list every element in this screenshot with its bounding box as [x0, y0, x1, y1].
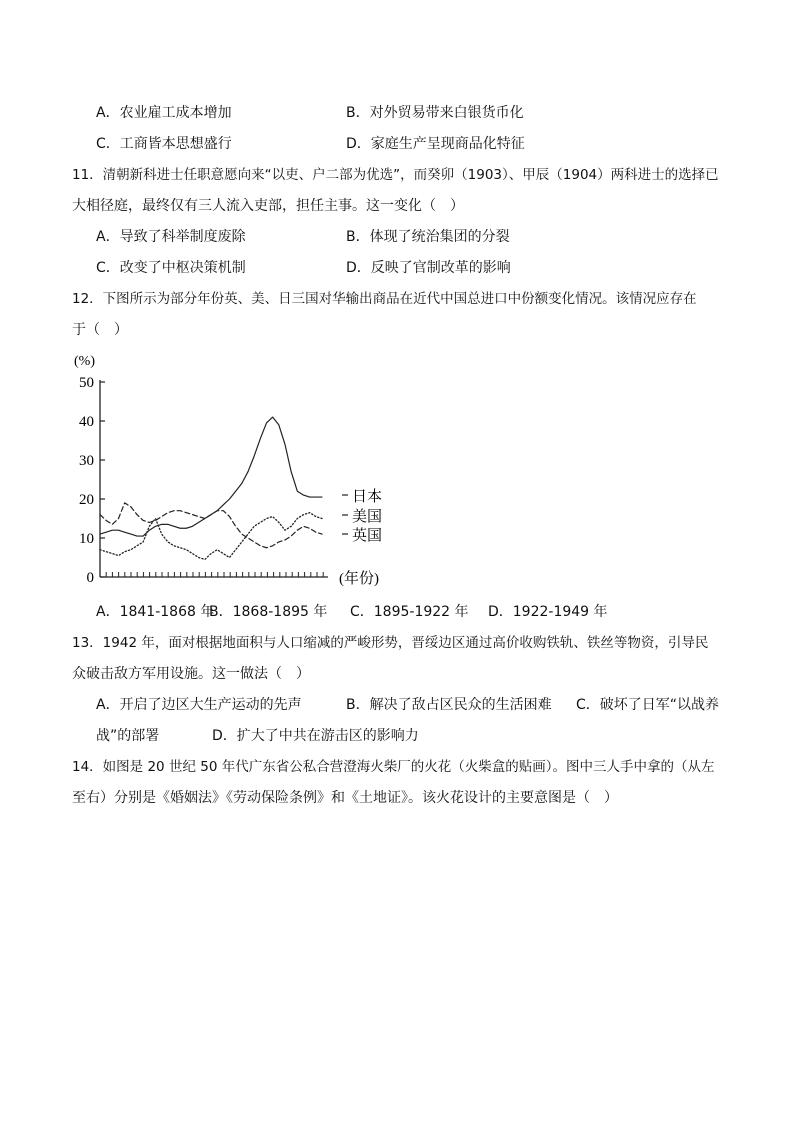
q12-option-a: A．1841-1868 年: [96, 604, 215, 620]
y-tick-label: 20: [79, 492, 94, 508]
series-line-2: [100, 503, 322, 548]
y-tick-label: 40: [79, 414, 94, 430]
q11-stem-line1: 11．清朝新科进士任职意愿向来“以吏、户二部为优选”，而癸卯（1903）、甲辰（1904）两科进士的选择已: [72, 167, 719, 183]
y-tick-label: 30: [79, 453, 94, 469]
series-labels: [342, 487, 382, 544]
q12-option-c: C．1895-1922 年: [350, 604, 469, 620]
chart-svg: [60, 345, 400, 595]
q13-option-b: B．解决了敌占区民众的生活困难: [346, 697, 552, 713]
y-ticks: [79, 375, 105, 586]
series-line-1: [100, 513, 322, 560]
q11-option-c: C．改变了中枢决策机制: [96, 260, 246, 276]
q10-option-d: D．家庭生产呈现商品化特征: [346, 136, 525, 152]
x-minor-ticks: [100, 572, 323, 577]
q11-stem-line2: 大相径庭，最终仅有三人流入吏部，担任主事。这一变化（ ）: [72, 198, 464, 214]
series-label-1: 美国: [352, 507, 383, 525]
share-line-chart: [60, 345, 400, 595]
q12-stem-line2: 于（ ）: [72, 322, 128, 338]
q10-option-a: A．农业雇工成本增加: [96, 105, 232, 121]
series-line-0: [100, 417, 322, 536]
q11-option-d: D．反映了官制改革的影响: [346, 260, 511, 276]
q13-option-c-continued: 战”的部署: [96, 728, 160, 744]
y-tick-label: 0: [86, 570, 94, 586]
x-axis-label: (年份): [339, 571, 379, 587]
q11-option-b: B．体现了统治集团的分裂: [346, 229, 510, 245]
q13-stem-line1: 13．1942 年，面对根据地面积与人口缩减的严峻形势，晋绥边区通过高价收购铁轨、铁丝等物资，引导民: [72, 635, 709, 651]
q10-option-b: B．对外贸易带来白银货币化: [346, 105, 524, 121]
q12-stem-line1: 12．下图所示为部分年份英、美、日三国对华输出商品在近代中国总进口中份额变化情况。该情况应存在: [72, 291, 697, 307]
q13-option-c: C．破坏了日军“以战养: [576, 697, 720, 713]
series-lines: [100, 417, 322, 559]
q13-option-a: A．开启了边区大生产运动的先声: [96, 697, 302, 713]
q11-option-a: A．导致了科举制度废除: [96, 229, 246, 245]
y-axis-label: (%): [74, 354, 95, 369]
q13-stem-line2: 众破击敌方军用设施。这一做法（ ）: [72, 666, 310, 682]
series-label-2: 英国: [352, 526, 383, 544]
q12-option-d: D．1922-1949 年: [488, 604, 608, 620]
series-label-0: 日本: [352, 487, 383, 505]
q14-stem-line2: 至右）分别是《婚姻法》《劳动保险条例》和《土地证》。该火花设计的主要意图是（ ）: [72, 790, 618, 806]
q10-option-c: C．工商皆本思想盛行: [96, 136, 232, 152]
y-tick-label: 10: [79, 531, 94, 547]
y-tick-label: 50: [79, 375, 94, 391]
q12-option-b: B．1868-1895 年: [209, 604, 328, 620]
q14-stem-line1: 14．如图是 20 世纪 50 年代广东省公私合营澄海火柴厂的火花（火柴盒的贴画）。图中三人手中拿的（从左: [72, 759, 715, 775]
q13-option-d: D．扩大了中共在游击区的影响力: [212, 728, 419, 744]
